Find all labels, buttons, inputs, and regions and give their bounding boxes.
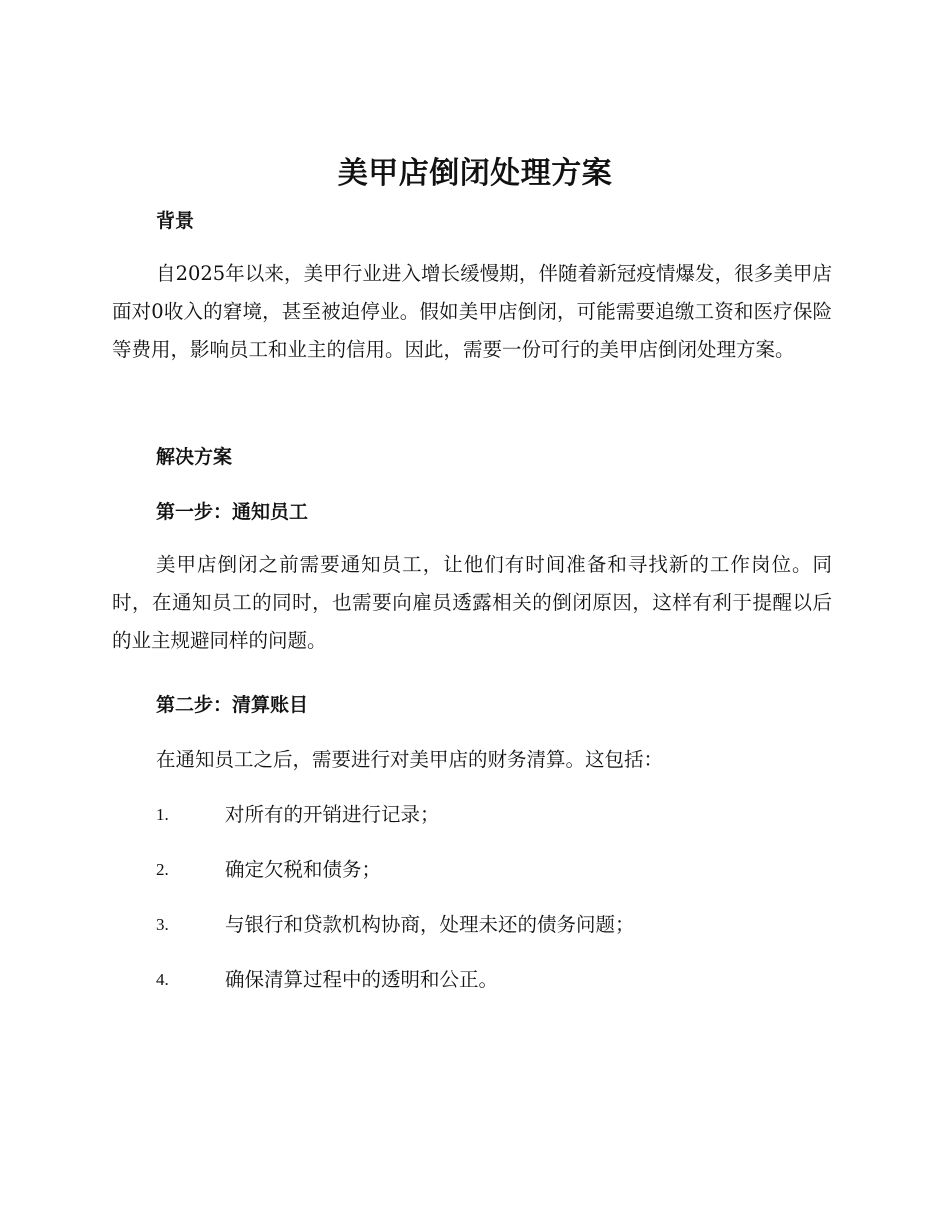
list-item [156, 910, 836, 940]
background-heading: 背景 [156, 210, 195, 232]
list-item-number: 1. [156, 805, 169, 824]
list-item-number: 2. [156, 860, 169, 879]
step1-paragraph: 美甲店倒闭之前需要通知员工，让他们有时间准备和寻找新的工作岗位。同时，在通知员工的同时，也需要向雇员透露相关的倒闭原因，这样有利于提醒以后的业主规避同样的问题。 [112, 553, 832, 652]
step2-heading: 第二步：清算账目 [156, 694, 309, 716]
list-item-text: 对所有的开销进行记录； [225, 803, 440, 826]
list-item [156, 800, 836, 830]
list-item-number: 4. [156, 970, 169, 989]
solution-heading: 解决方案 [156, 446, 233, 468]
step2-intro-paragraph: 在通知员工之后，需要进行对美甲店的财务清算。这包括： [156, 748, 664, 771]
background-paragraph: 自2025年以来，美甲行业进入增长缓慢期，伴随着新冠疫情爆发，很多美甲店面对0收入的窘境，甚至被迫停业。假如美甲店倒闭，可能需要追缴工资和医疗保险等费用，影响员工和业主的信用。因此，需要一份可行的美甲店倒闭处理方案。 [112, 262, 832, 361]
list-item-text: 与银行和贷款机构协商，处理未还的债务问题； [225, 913, 635, 936]
list-item-text: 确保清算过程中的透明和公正。 [225, 968, 499, 991]
list-item [156, 855, 836, 885]
step1-heading: 第一步：通知员工 [156, 501, 309, 523]
document-title: 美甲店倒闭处理方案 [337, 156, 613, 191]
list-item [156, 965, 836, 995]
list-item-text: 确定欠税和债务； [225, 858, 382, 881]
list-item-number: 3. [156, 915, 169, 934]
